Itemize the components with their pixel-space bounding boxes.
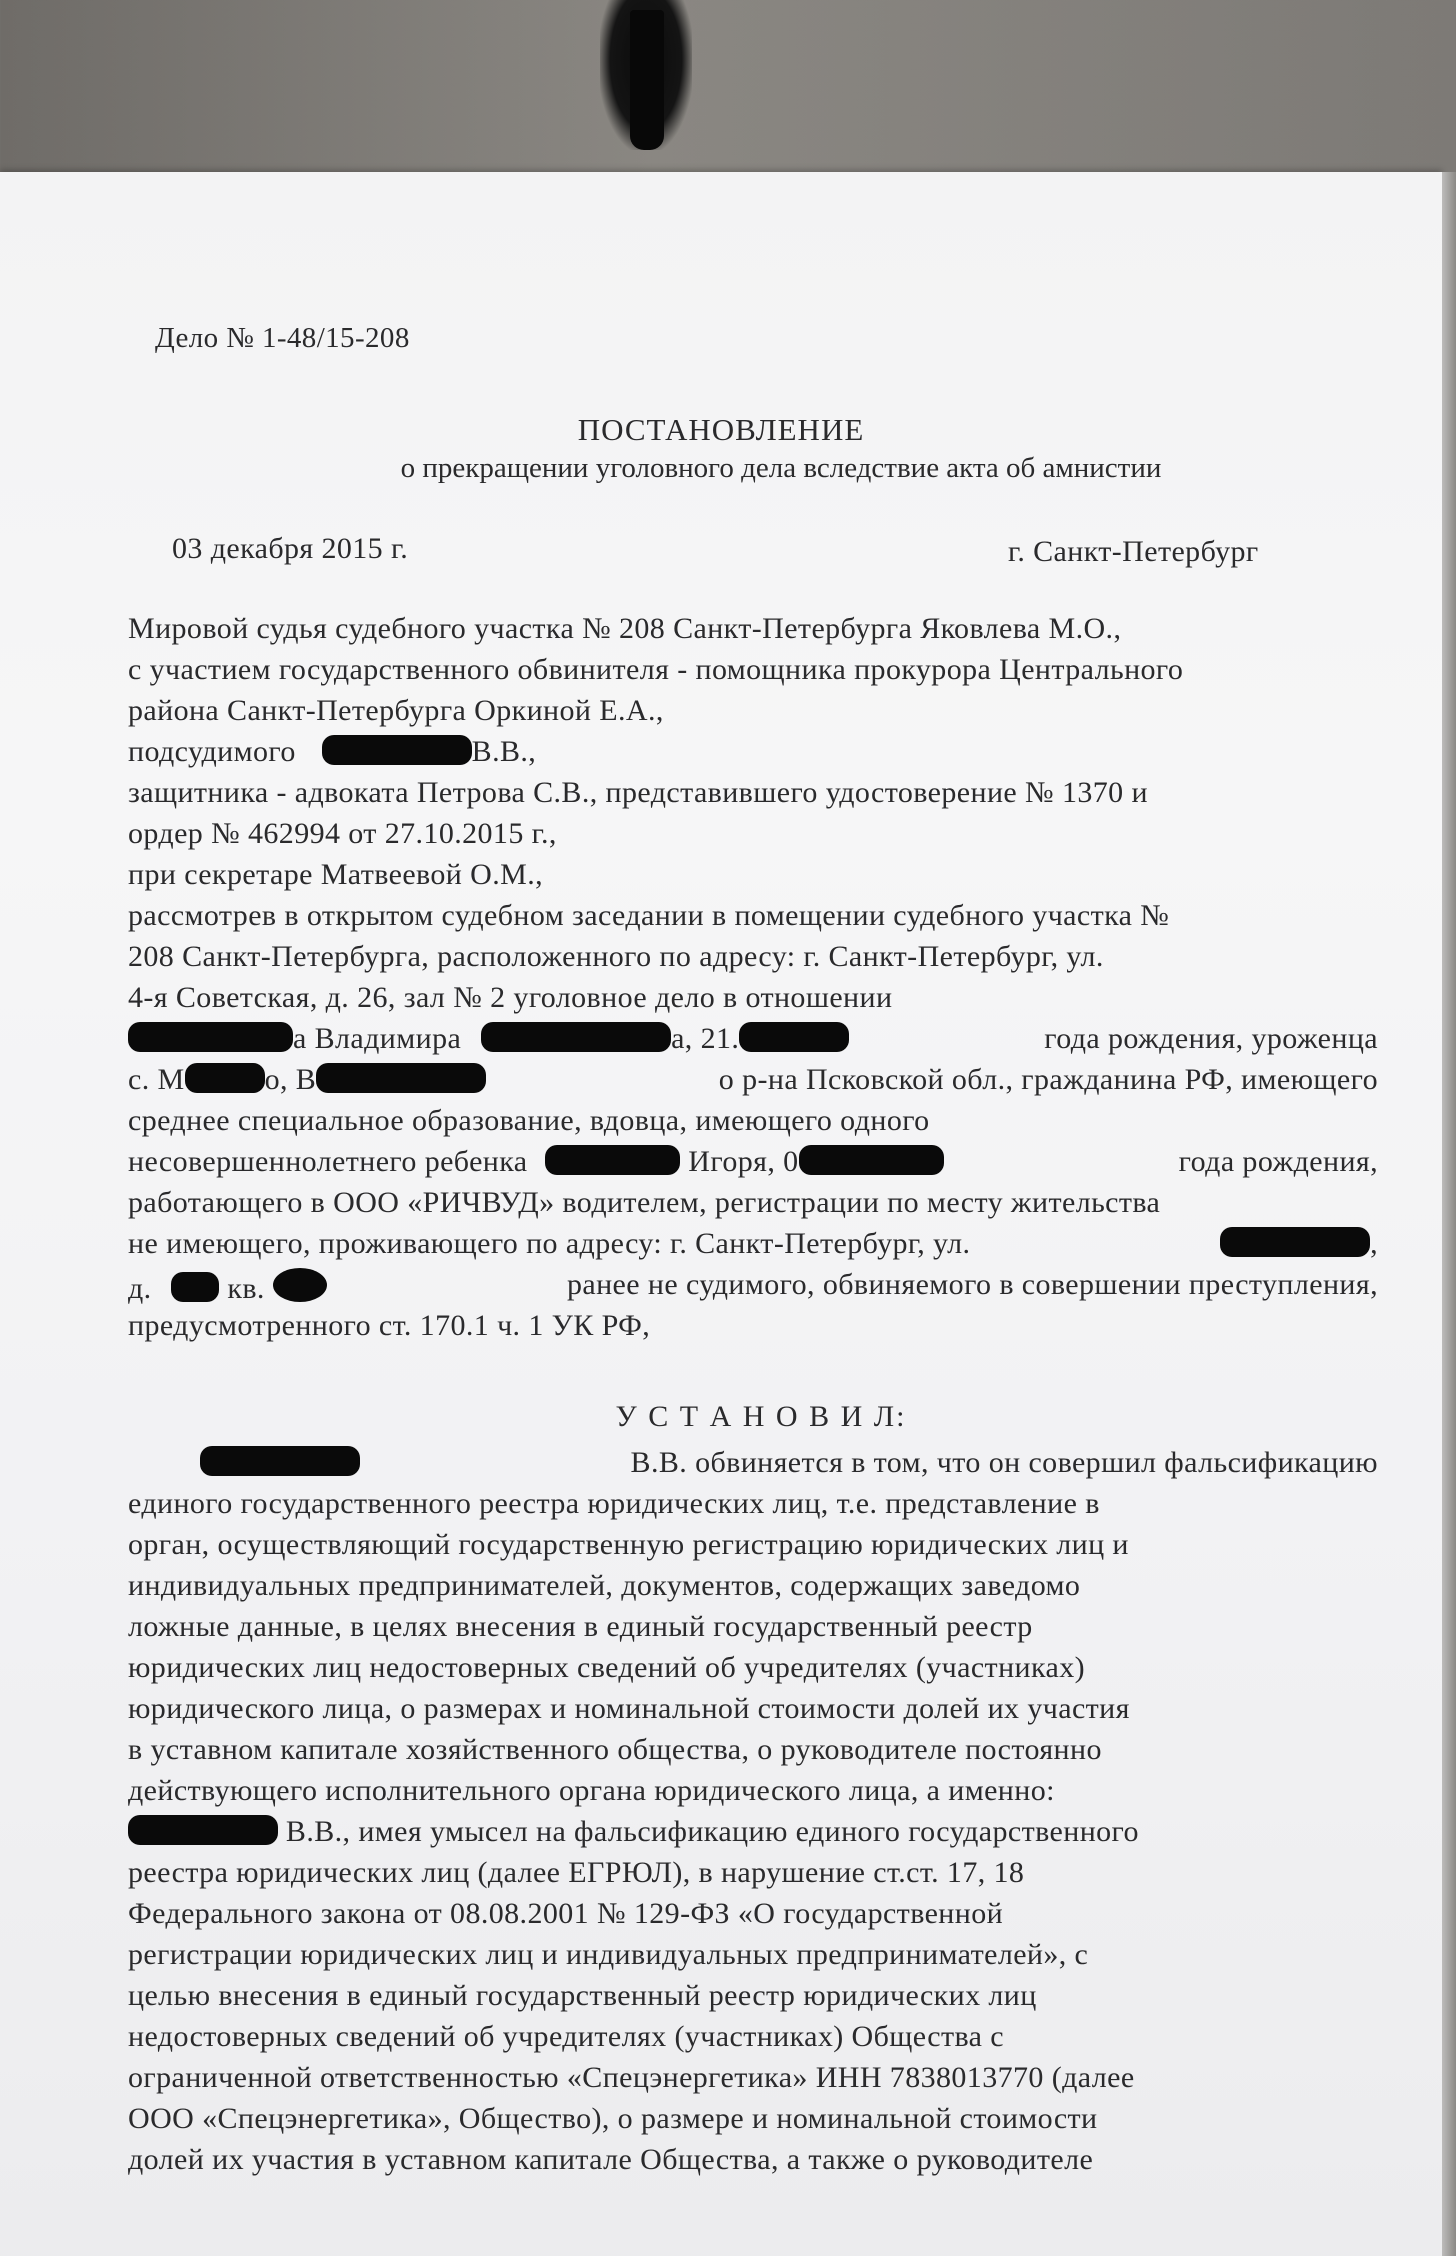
bio-line-6: не имеющего, проживающего по адресу: г. Санкт-Петербург, ул. , (128, 1227, 1378, 1260)
redaction-mark (739, 1022, 849, 1052)
redaction-mark (185, 1063, 265, 1093)
redaction-mark (1220, 1227, 1370, 1257)
body-line-4: индивидуальных предпринимателей, документов, содержащих заведомо (128, 1569, 1081, 1602)
bio-child-birth: года рождения, (1178, 1145, 1378, 1178)
intro-line-6: при секретаре Матвеевой О.М., (128, 858, 544, 891)
intro-line-2: с участием государственного обвинителя - помощника прокурора Центрального (128, 653, 1184, 686)
body-line-16: ограниченной ответственностью «Спецэнергетика» ИНН 7838013770 (далее (128, 2061, 1135, 2094)
redaction-mark (481, 1022, 671, 1052)
body-line-3: орган, осуществляющий государственную регистрацию юридических лиц и (128, 1528, 1129, 1561)
body-line-1 (200, 1446, 1378, 1480)
defendant-initials: В.В., (471, 735, 537, 768)
intro-line-5: ордер № 462994 от 27.10.2015 г., (128, 817, 557, 850)
redaction-mark (200, 1446, 360, 1476)
paper-sheet (0, 172, 1442, 2256)
redaction-mark (322, 735, 472, 765)
bio-line-8: предусмотренного ст. 170.1 ч. 1 УК РФ, (128, 1309, 651, 1342)
bio-line-7 (128, 1268, 1378, 1306)
intro-line-9: 4-я Советская, д. 26, зал № 2 уголовное дело в отношении (128, 981, 893, 1014)
case-number: Дело № 1-48/15-208 (155, 322, 410, 354)
intro-line-1: Мировой судья судебного участка № 208 Санкт-Петербурга Яковлева М.О., (128, 612, 1122, 645)
body-line-9: действующего исполнительного органа юридического лица, а именно: (128, 1774, 1055, 1807)
body-line-17: ООО «Спецэнергетика», Общество), о размере и номинальной стоимости (128, 2102, 1098, 2135)
bio-district: о р-на Псковской обл., гражданина РФ, имеющего (718, 1063, 1378, 1096)
bio-line-3 (128, 1104, 1378, 1138)
bio-record: ранее не судимого, обвиняемого в совершении преступления, (566, 1268, 1378, 1301)
body-line-7: юридического лица, о размерах и номинальной стоимости долей их участия (128, 1692, 1130, 1725)
redaction-mark (171, 1272, 219, 1302)
body-line-2: единого государственного реестра юридических лиц, т.е. представление в (128, 1487, 1100, 1520)
document-city: г. Санкт-Петербург (1008, 535, 1259, 568)
document-title: ПОСТАНОВЛЕНИЕ (577, 412, 865, 447)
binder-clip-jaw (630, 10, 664, 150)
bio-village: с. М (128, 1063, 185, 1096)
intro-line-defendant (128, 735, 536, 769)
section-heading: У С Т А Н О В И Л: (615, 1400, 907, 1433)
bio-house: д. (128, 1272, 152, 1305)
body-line-15: недостоверных сведений об учредителях (участниках) Общества с (128, 2020, 1004, 2053)
bio-address: не имеющего, проживающего по адресу: г. Санкт-Петербург, ул. (128, 1227, 971, 1260)
binder-clip (600, 0, 692, 150)
body-line-18: долей их участия в уставном капитале Общества, а также о руководителе (128, 2143, 1094, 2176)
bio-line-4 (128, 1145, 1378, 1179)
redaction-mark (799, 1145, 944, 1175)
body-line-8: в уставном капитале хозяйственного общества, о руководителе постоянно (128, 1733, 1102, 1766)
bio-flat: кв. (227, 1272, 265, 1305)
body-line-11: реестра юридических лиц (далее ЕГРЮЛ), в нарушение ст.ст. 17, 18 (128, 1856, 1025, 1889)
court-ruling-document (0, 172, 1442, 2256)
bio-birth-prefix: а, 21. (671, 1022, 740, 1055)
body-line-5: ложные данные, в целях внесения в единый государственный реестр (128, 1610, 1033, 1643)
body-line-13: регистрации юридических лиц и индивидуальных предпринимателей», с (128, 1938, 1089, 1971)
document-subtitle: о прекращении уголовного дела вследствие акта об амнистии (400, 452, 1162, 484)
bio-name: а Владимира (293, 1022, 462, 1055)
body-line-12: Федерального закона от 08.08.2001 № 129-ФЗ «О государственной (128, 1897, 1004, 1930)
bio-line-5: работающего в ООО «РИЧВУД» водителем, регистрации по месту жительства (128, 1186, 1161, 1219)
intro-line-8: 208 Санкт-Петербурга, расположенного по адресу: г. Санкт-Петербург, ул. (128, 940, 1104, 973)
redaction-mark (316, 1063, 486, 1093)
redaction-mark (545, 1145, 680, 1175)
bio-birth-suffix: года рождения, уроженца (1044, 1022, 1378, 1055)
body-line-10 (128, 1815, 1139, 1849)
redaction-mark (128, 1815, 278, 1845)
body-line-6: юридических лиц недостоверных сведений об учредителях (участниках) (128, 1651, 1086, 1684)
document-date: 03 декабря 2015 г. (172, 532, 409, 565)
body-text-1: В.В. обвиняется в том, что он совершил фальсификацию (630, 1446, 1378, 1479)
intro-line-4: защитника - адвоката Петрова С.В., представившего удостоверение № 1370 и (128, 776, 1148, 809)
redaction-mark (273, 1268, 327, 1302)
bio-district-prefix: о, В (264, 1063, 317, 1096)
body-text-10: В.В., имея умысел на фальсификацию единого государственного (285, 1815, 1139, 1848)
bio-line-1 (128, 1022, 1378, 1056)
bio-child-name: Игоря, 0 (688, 1145, 799, 1178)
intro-line-3: района Санкт-Петербурга Оркиной Е.А., (128, 694, 664, 727)
intro-line-7: рассмотрев в открытом судебном заседании в помещении судебного участка № (128, 899, 1170, 932)
bio-line-2 (128, 1063, 1378, 1097)
bio-child: несовершеннолетнего ребенка (128, 1145, 528, 1178)
bio-education: среднее специальное образование, вдовца, имеющего одного (128, 1104, 930, 1137)
redaction-mark (128, 1022, 293, 1052)
defendant-label: подсудимого (128, 735, 296, 768)
body-line-14: целью внесения в единый государственный реестр юридических лиц (128, 1979, 1037, 2012)
